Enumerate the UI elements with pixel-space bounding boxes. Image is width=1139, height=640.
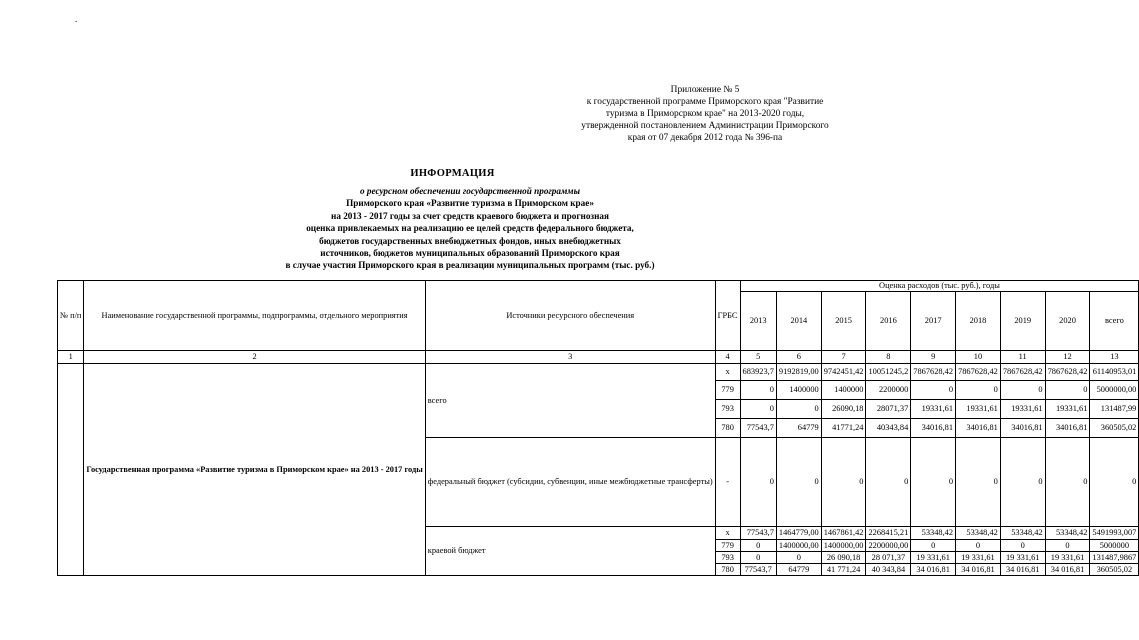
value-cell: 0 <box>776 438 821 527</box>
value-cell: 0 <box>740 400 776 419</box>
column-number: 12 <box>1045 351 1090 364</box>
source-cell: краевой бюджет <box>425 527 715 576</box>
resource-table <box>57 280 1139 576</box>
column-number: 8 <box>866 351 911 364</box>
row-number-cell <box>58 364 84 576</box>
value-cell: 7867628,42 <box>1000 364 1045 381</box>
appendix-line: туризма в Приморсрком крае" на 2013-2020 годы, <box>605 109 805 119</box>
document-subtitle <box>205 185 735 272</box>
value-cell: 1400000 <box>821 381 866 400</box>
value-cell: 0 <box>740 438 776 527</box>
value-cell: 9192819,00 <box>776 364 821 381</box>
value-cell: 19 331,61 <box>911 552 956 564</box>
grbs-cell: - <box>715 438 740 527</box>
subtitle-line: Приморского края «Развитие туризма в Приморском крае» <box>346 198 594 209</box>
appendix-line: Приложение № 5 <box>670 85 740 95</box>
value-cell: 61140953,01 <box>1090 364 1139 381</box>
value-cell: 0 <box>1000 540 1045 552</box>
header-year: всего <box>1090 292 1139 351</box>
value-cell: 53348,42 <box>911 527 956 540</box>
grbs-cell: 780 <box>715 419 740 438</box>
header-sources: Источники ресурсного обеспечения <box>425 281 715 351</box>
value-cell: 53348,42 <box>956 527 1001 540</box>
grbs-cell: 779 <box>715 540 740 552</box>
corner-mark: . <box>75 14 78 24</box>
column-number: 3 <box>425 351 715 364</box>
value-cell: 0 <box>821 438 866 527</box>
value-cell: 360505,02 <box>1090 564 1139 576</box>
value-cell: 2268415,21 <box>866 527 911 540</box>
value-cell: 0 <box>911 381 956 400</box>
header-estimate: Оценка расходов (тыс. руб.), годы <box>740 281 1139 292</box>
value-cell: 0 <box>776 552 821 564</box>
value-cell: 34016,81 <box>911 419 956 438</box>
value-cell: 1400000 <box>776 381 821 400</box>
value-cell: 26 090,18 <box>821 552 866 564</box>
value-cell: 28071,37 <box>866 400 911 419</box>
value-cell: 19 331,61 <box>1045 552 1090 564</box>
value-cell: 53348,42 <box>1000 527 1045 540</box>
header-grbs: ГРБС <box>715 281 740 351</box>
value-cell: 1467861,42 <box>821 527 866 540</box>
source-cell: федеральный бюджет (субсидии, субвенции, иные межбюджетные трансферты) <box>425 438 715 527</box>
value-cell: 1400000,00 <box>776 540 821 552</box>
value-cell: 64779 <box>776 419 821 438</box>
value-cell: 10051245,2 <box>866 364 911 381</box>
value-cell: 19331,61 <box>1000 400 1045 419</box>
value-cell: 0 <box>866 438 911 527</box>
value-cell: 19331,61 <box>1045 400 1090 419</box>
grbs-cell: x <box>715 364 740 381</box>
column-number: 11 <box>1000 351 1045 364</box>
value-cell: 28 071,37 <box>866 552 911 564</box>
value-cell: 34 016,81 <box>911 564 956 576</box>
value-cell: 0 <box>911 438 956 527</box>
value-cell: 40 343,84 <box>866 564 911 576</box>
grbs-cell: 793 <box>715 400 740 419</box>
value-cell: 5000000 <box>1090 540 1139 552</box>
value-cell: 26090,18 <box>821 400 866 419</box>
grbs-cell: 780 <box>715 564 740 576</box>
column-number: 4 <box>715 351 740 364</box>
column-number: 9 <box>911 351 956 364</box>
header-year: 2015 <box>821 292 866 351</box>
value-cell: 2200000 <box>866 381 911 400</box>
value-cell: 0 <box>740 540 776 552</box>
header-year: 2017 <box>911 292 956 351</box>
value-cell: 0 <box>1000 438 1045 527</box>
subtitle-line: на 2013 - 2017 годы за счет средств краевого бюджета и прогнозная <box>331 210 609 221</box>
value-cell: 34 016,81 <box>1000 564 1045 576</box>
value-cell: 34016,81 <box>1045 419 1090 438</box>
header-year: 2014 <box>776 292 821 351</box>
value-cell: 0 <box>956 381 1001 400</box>
header-name: Наименование государственной программы, подпрограммы, отдельного мероприятия <box>84 281 425 351</box>
subtitle-line: в случае участия Приморского края в реализации муниципальных программ (тыс. руб.) <box>285 260 655 271</box>
subtitle-line: о ресурсном обеспечении государственной программы <box>360 186 580 196</box>
value-cell: 0 <box>1045 438 1090 527</box>
column-number: 7 <box>821 351 866 364</box>
value-cell: 40343,84 <box>866 419 911 438</box>
header-year: 2013 <box>740 292 776 351</box>
column-number: 10 <box>956 351 1001 364</box>
column-number: 13 <box>1090 351 1139 364</box>
header-year: 2016 <box>866 292 911 351</box>
value-cell: 7867628,42 <box>1045 364 1090 381</box>
value-cell: 0 <box>1090 438 1139 527</box>
header-year: 2018 <box>956 292 1001 351</box>
value-cell: 2200000,00 <box>866 540 911 552</box>
value-cell: 19331,61 <box>956 400 1001 419</box>
column-number: 1 <box>58 351 84 364</box>
header-year: 2020 <box>1045 292 1090 351</box>
value-cell: 0 <box>911 540 956 552</box>
subtitle-line: бюджетов государственных внебюджетных фондов, иных внебюджетных <box>319 235 621 246</box>
value-cell: 41771,24 <box>821 419 866 438</box>
value-cell: 53348,42 <box>1045 527 1090 540</box>
value-cell: 77543,7 <box>740 564 776 576</box>
value-cell: 77543,7 <box>740 419 776 438</box>
value-cell: 360505,02 <box>1090 419 1139 438</box>
value-cell: 0 <box>1000 381 1045 400</box>
subtitle-line: источников, бюджетов муниципальных образований Приморского края <box>320 248 620 259</box>
appendix-line: утвержденной постановлением Администрации Приморского <box>581 121 829 131</box>
value-cell: 7867628,42 <box>911 364 956 381</box>
value-cell: 0 <box>740 381 776 400</box>
value-cell: 0 <box>776 400 821 419</box>
grbs-cell: x <box>715 527 740 540</box>
document-title: ИНФОРМАЦИЯ <box>410 168 495 179</box>
source-cell: всего <box>425 364 715 438</box>
column-number: 2 <box>84 351 425 364</box>
value-cell: 64779 <box>776 564 821 576</box>
value-cell: 0 <box>1045 540 1090 552</box>
value-cell: 34 016,81 <box>1045 564 1090 576</box>
column-number: 5 <box>740 351 776 364</box>
header-year: 2019 <box>1000 292 1045 351</box>
value-cell: 34016,81 <box>1000 419 1045 438</box>
value-cell: 9742451,42 <box>821 364 866 381</box>
grbs-cell: 779 <box>715 381 740 400</box>
value-cell: 131487,99 <box>1090 400 1139 419</box>
value-cell: 0 <box>956 438 1001 527</box>
program-name: Государственная программа «Развитие туризма в Приморском крае» на 2013 - 2017 годы <box>84 364 425 576</box>
table-row <box>58 364 1139 381</box>
value-cell: 683923,7 <box>740 364 776 381</box>
value-cell: 0 <box>1045 381 1090 400</box>
value-cell: 34016,81 <box>956 419 1001 438</box>
value-cell: 77543,7 <box>740 527 776 540</box>
appendix-line: к государственной программе Приморского края "Развитие <box>586 97 824 107</box>
value-cell: 0 <box>956 540 1001 552</box>
value-cell: 1400000,00 <box>821 540 866 552</box>
value-cell: 7867628,42 <box>956 364 1001 381</box>
value-cell: 5000000,00 <box>1090 381 1139 400</box>
value-cell: 41 771,24 <box>821 564 866 576</box>
header-num: № п/п <box>58 281 84 351</box>
value-cell: 19 331,61 <box>1000 552 1045 564</box>
value-cell: 19331,61 <box>911 400 956 419</box>
column-number: 6 <box>776 351 821 364</box>
grbs-cell: 793 <box>715 552 740 564</box>
appendix-line: края от 07 декабря 2012 года № 396-па <box>627 133 783 143</box>
value-cell: 131487,9867 <box>1090 552 1139 564</box>
value-cell: 1464779,00 <box>776 527 821 540</box>
value-cell: 19 331,61 <box>956 552 1001 564</box>
subtitle-line: оценка привлекаемых на реализацию ее целей средств федерального бюджета, <box>306 223 634 234</box>
value-cell: 5491993,007 <box>1090 527 1139 540</box>
value-cell: 34 016,81 <box>956 564 1001 576</box>
appendix-note <box>555 84 855 144</box>
value-cell: 0 <box>740 552 776 564</box>
